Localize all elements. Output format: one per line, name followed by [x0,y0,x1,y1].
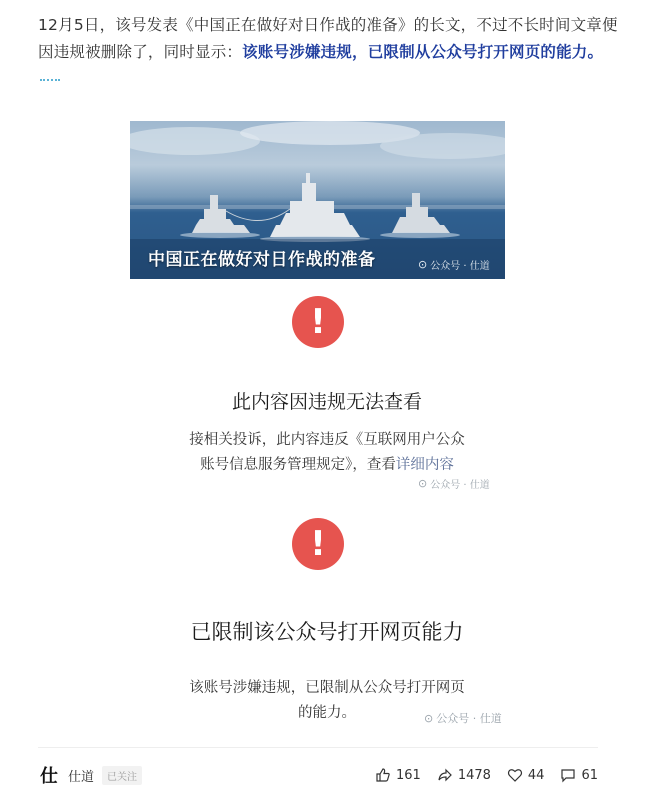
share-icon [437,767,453,783]
alert-title-content-unavailable: 此内容因违规无法查看 [231,391,422,413]
article-banner-image [130,121,505,279]
heart-icon [507,767,523,783]
banner-watermark [418,257,490,272]
favorite-count: 44 [527,767,545,783]
alert-icon: ! [292,296,344,348]
like-count: 161 [395,767,421,783]
follow-status-badge[interactable]: 已关注 [102,766,142,785]
wechat-icon: ⊙ [418,258,428,271]
intro-highlight: 该账号涉嫌违规，已限制从公众号打开网页的能力。 [242,43,604,61]
alert-line: 该账号涉嫌违规，已限制从公众号打开网页 [189,680,465,696]
avatar[interactable]: 仕 [40,766,58,787]
details-link[interactable]: 详细内容 [395,457,454,473]
comment-icon [560,767,576,783]
watermark-text: 公众号 · 仕道 [430,480,490,491]
alert-line: 的能力。 [298,705,356,721]
author-name[interactable]: 仕道 [68,769,95,785]
alert-line [0,453,654,478]
alert2-watermark [424,710,502,726]
thumbs-up-icon [375,767,391,783]
alert-title-restricted: 已限制该公众号打开网页能力 [190,620,464,644]
alert-line: 接相关投诉，此内容违反《互联网用户公众 [189,432,465,448]
wechat-icon: ⊙ [424,711,434,725]
alert-icon: ! [292,518,344,570]
wechat-icon: ⊙ [418,477,428,490]
watermark-text: 公众号 · 仕道 [436,712,502,725]
alert1-watermark [418,476,490,491]
footer-divider [38,747,598,748]
alert-body-restricted [0,676,654,726]
comment-button[interactable] [560,767,598,783]
intro-paragraph [38,12,618,93]
alert-line-prefix: 账号信息服务管理规定》，查看 [200,457,396,473]
like-button[interactable] [375,767,421,783]
post-footer [38,760,598,790]
engagement-stats [375,767,598,783]
favorite-button[interactable] [507,767,545,783]
share-count: 1478 [457,767,491,783]
banner-title: 中国正在做好对日作战的准备 [148,250,376,270]
alert-body-content-unavailable [0,428,654,478]
intro-text: 12月5日，该号发表《中国正在做好对日作战的准备》的长文，不过不长时间文章便因违规被删除了，同时显示： [38,16,618,61]
share-button[interactable] [437,767,491,783]
comment-count: 61 [581,767,598,783]
dotted-underline [40,79,60,81]
watermark-text: 公众号 · 仕道 [430,261,490,272]
